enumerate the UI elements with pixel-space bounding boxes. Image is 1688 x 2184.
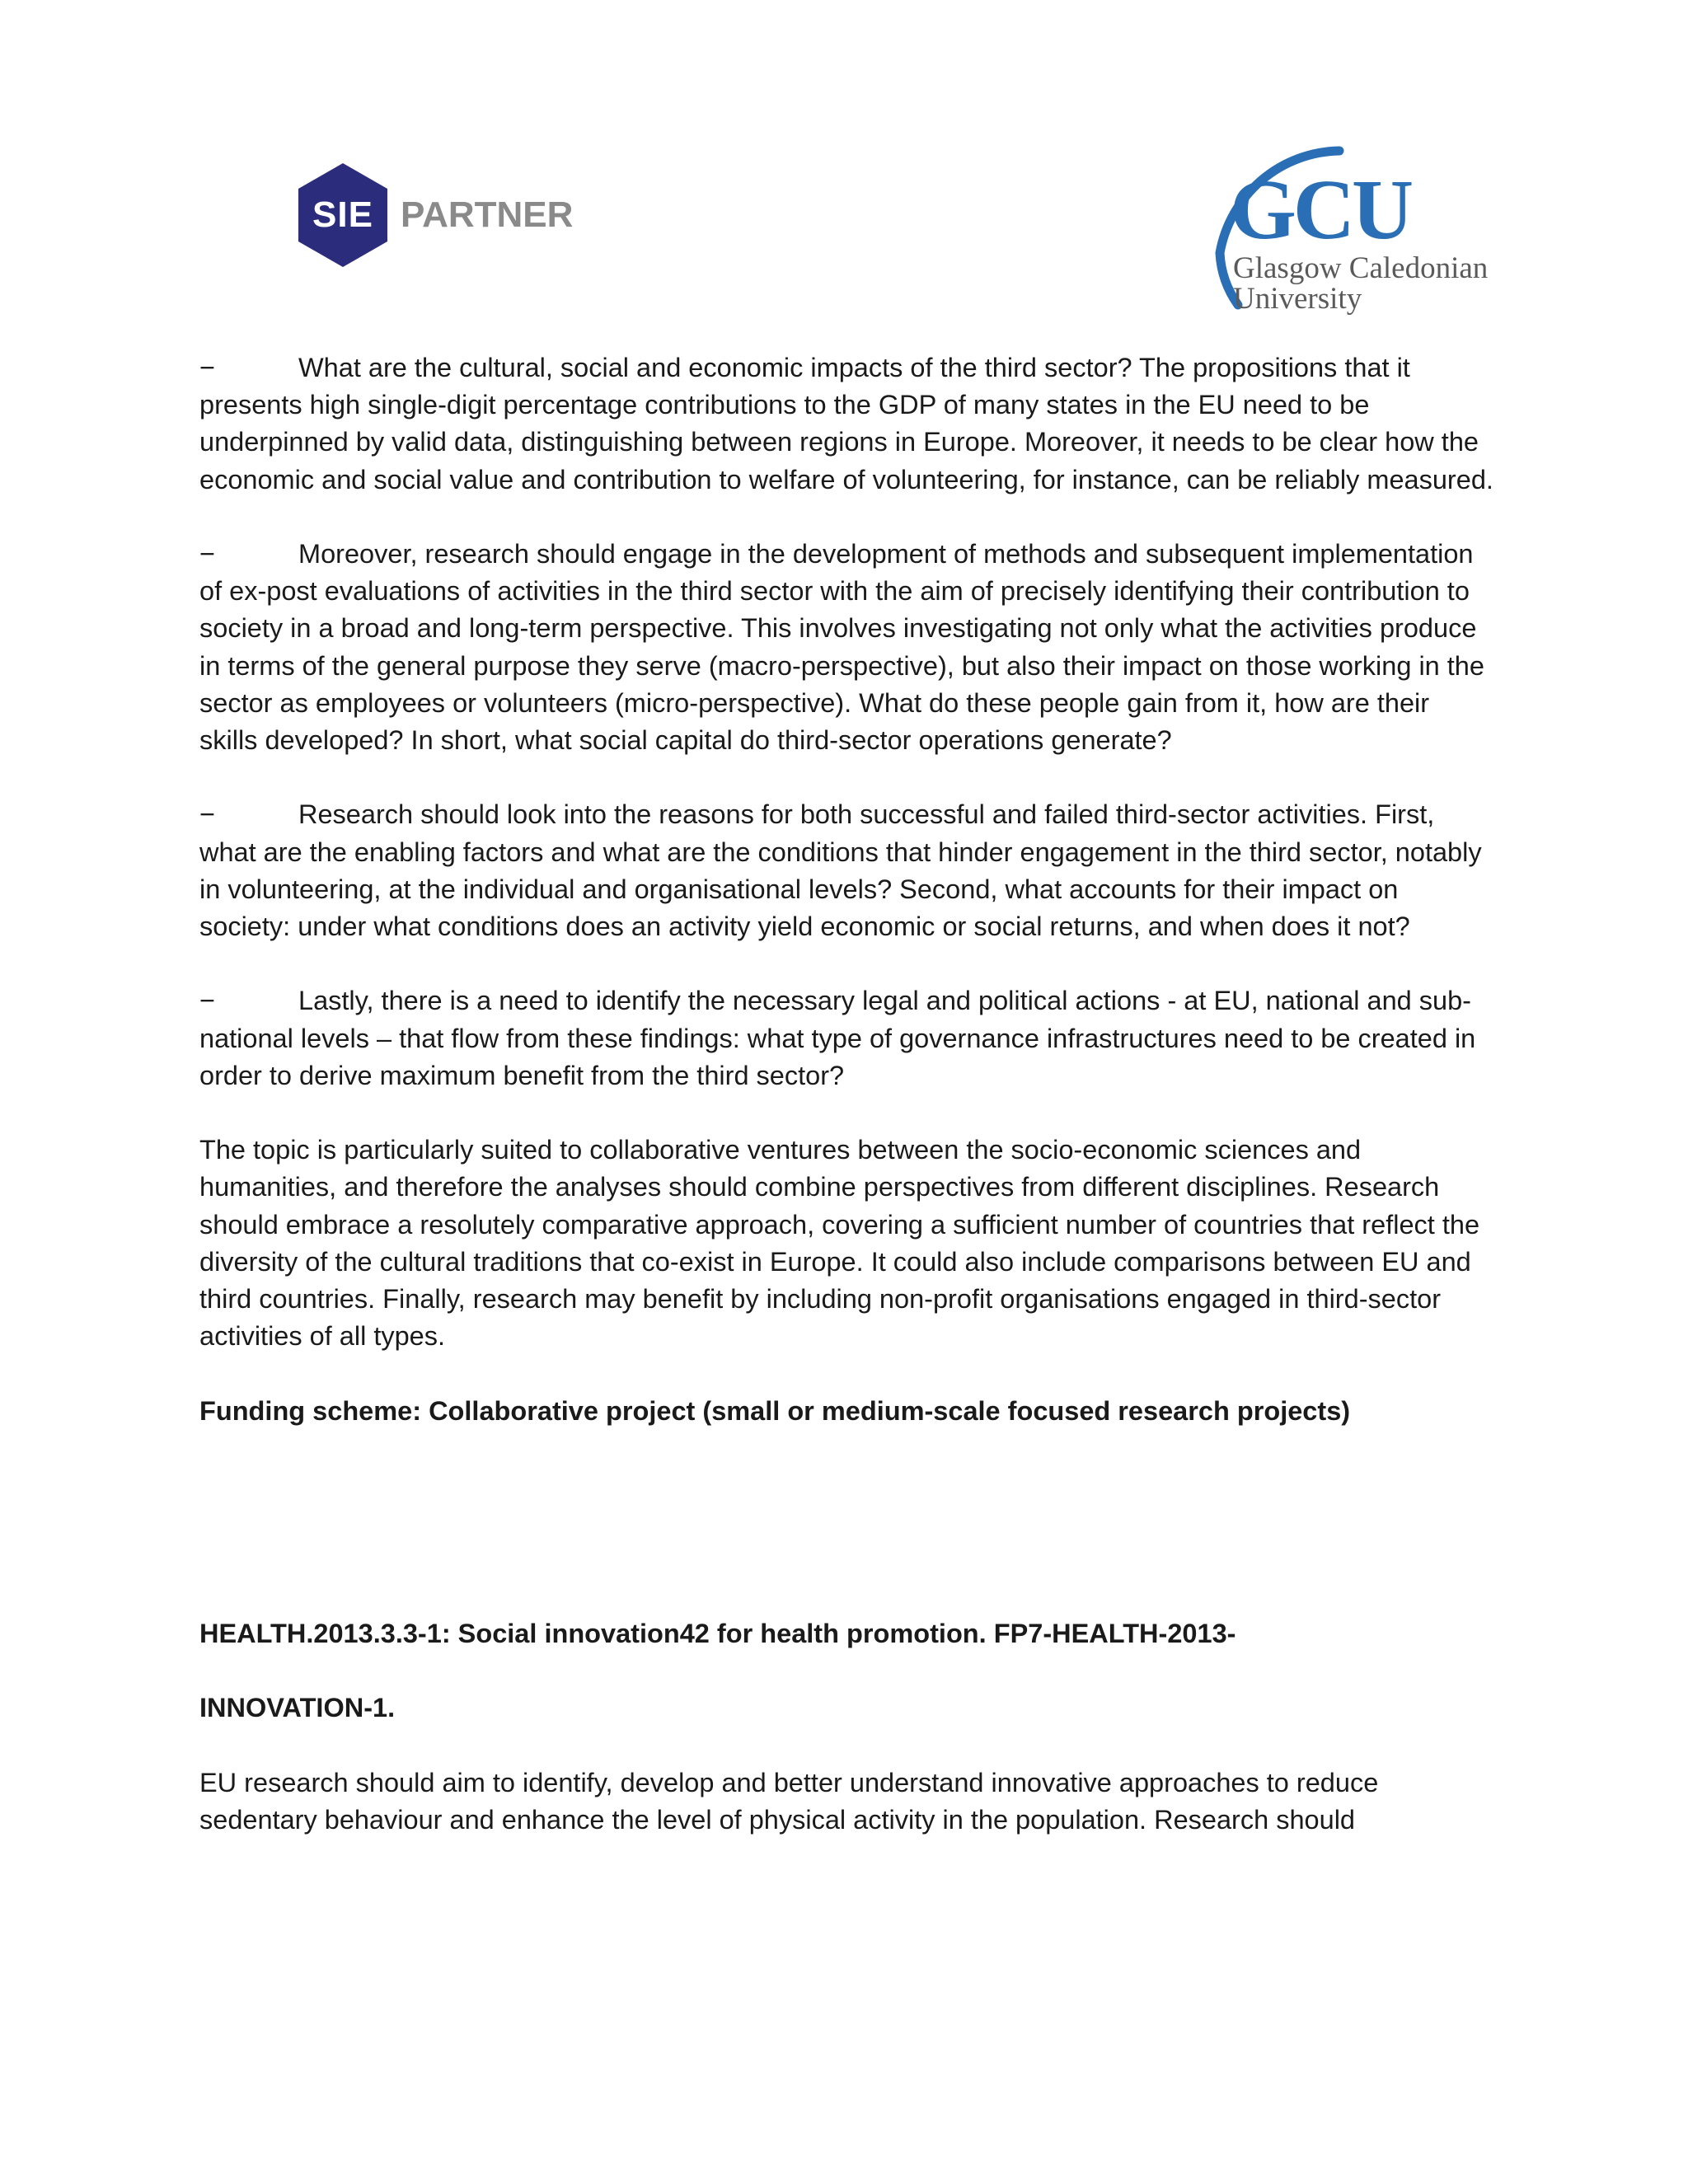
bullet-text: Lastly, there is a need to identify the necessary legal and political actions - at EU, national and sub-national levels – that flow from these findings: what type of governance infrastructures need to be created in order to derive maximum benefit from the third sector? [199, 986, 1476, 1090]
bullet-dash: − [199, 539, 215, 569]
sie-mark-text: SIE [312, 194, 373, 235]
topic-paragraph: The topic is particularly suited to collaborative ventures between the socio-economic sciences and humanities, and therefore the analyses should combine perspectives from different disciplines. Research should embrace a resolutely comparative approach, covering a sufficient number of countries that reflect the diversity of the cultural traditions that co-exist in Europe. It could also include comparisons between EU and third countries. Finally, research may benefit by including non-profit organisations engaged in third-sector activities of all types. [199, 1135, 1480, 1352]
gcu-name-line1: Glasgow Caledonian [1233, 251, 1489, 285]
page-header [0, 0, 1688, 330]
document-body [199, 349, 1493, 1876]
sie-partner-logo [297, 162, 573, 269]
bullet-dash: − [199, 986, 215, 1016]
bullet-dash: − [199, 353, 215, 382]
funding-scheme: Funding scheme: Collaborative project (small or medium-scale focused research projects) [199, 1395, 1351, 1426]
gcu-university-name [1233, 253, 1488, 314]
bullet-text: What are the cultural, social and economic impacts of the third sector? The propositions that it presents high single-digit percentage contributions to the GDP of many states in the EU need to be underpinned by valid data, distinguishing between regions in Europe. Moreover, it needs to be clear how the economic and social value and contribution to welfare of volunteering, for instance, can be reliably measured. [199, 353, 1493, 494]
bullet-paragraph [199, 349, 1493, 499]
bullet-text: Moreover, research should engage in the development of methods and subsequent implementation of ex-post evaluations of activities in the third sector with the aim of precisely identifying their contribution to society in a broad and long-term perspective. This involves investigating not only what the activities produce in terms of the general purpose they serve (macro-perspective), but also their impact on those working in the sector as employees or volunteers (micro-perspective). What do these people gain from it, how are their skills developed? In short, what social capital do third-sector operations generate? [199, 539, 1484, 756]
health-topic-heading: HEALTH.2013.3.3-1: Social innovation42 for health promotion. FP7-HEALTH-2013- [199, 1619, 1236, 1648]
gcu-name-line2: University [1233, 282, 1362, 316]
bullet-paragraph [199, 982, 1493, 1094]
section-spacer [199, 1467, 1493, 1615]
gcu-letters: GCU [1230, 162, 1411, 257]
sie-hexagon-icon [297, 162, 389, 269]
bullet-text: Research should look into the reasons for both successful and failed third-sector activities. First, what are the enabling factors and what are the conditions that hinder engagement in the third sector, notably in volunteering, at the individual and organisational levels? Second, what accounts for their impact on society: under what conditions does an activity yield economic or social returns, and when does it not? [199, 799, 1482, 942]
bullet-paragraph [199, 796, 1493, 945]
bullet-dash: − [199, 799, 215, 830]
health-topic-heading-continued: INNOVATION-1. [199, 1693, 396, 1723]
bullet-paragraph [199, 536, 1493, 759]
gcu-logo [1170, 136, 1500, 326]
sie-partner-word: PARTNER [401, 194, 574, 235]
health-paragraph: EU research should aim to identify, develop and better understand innovative approaches to reduce sedentary behaviour and enhance the level of physical activity in the population. Research should [199, 1767, 1379, 1835]
